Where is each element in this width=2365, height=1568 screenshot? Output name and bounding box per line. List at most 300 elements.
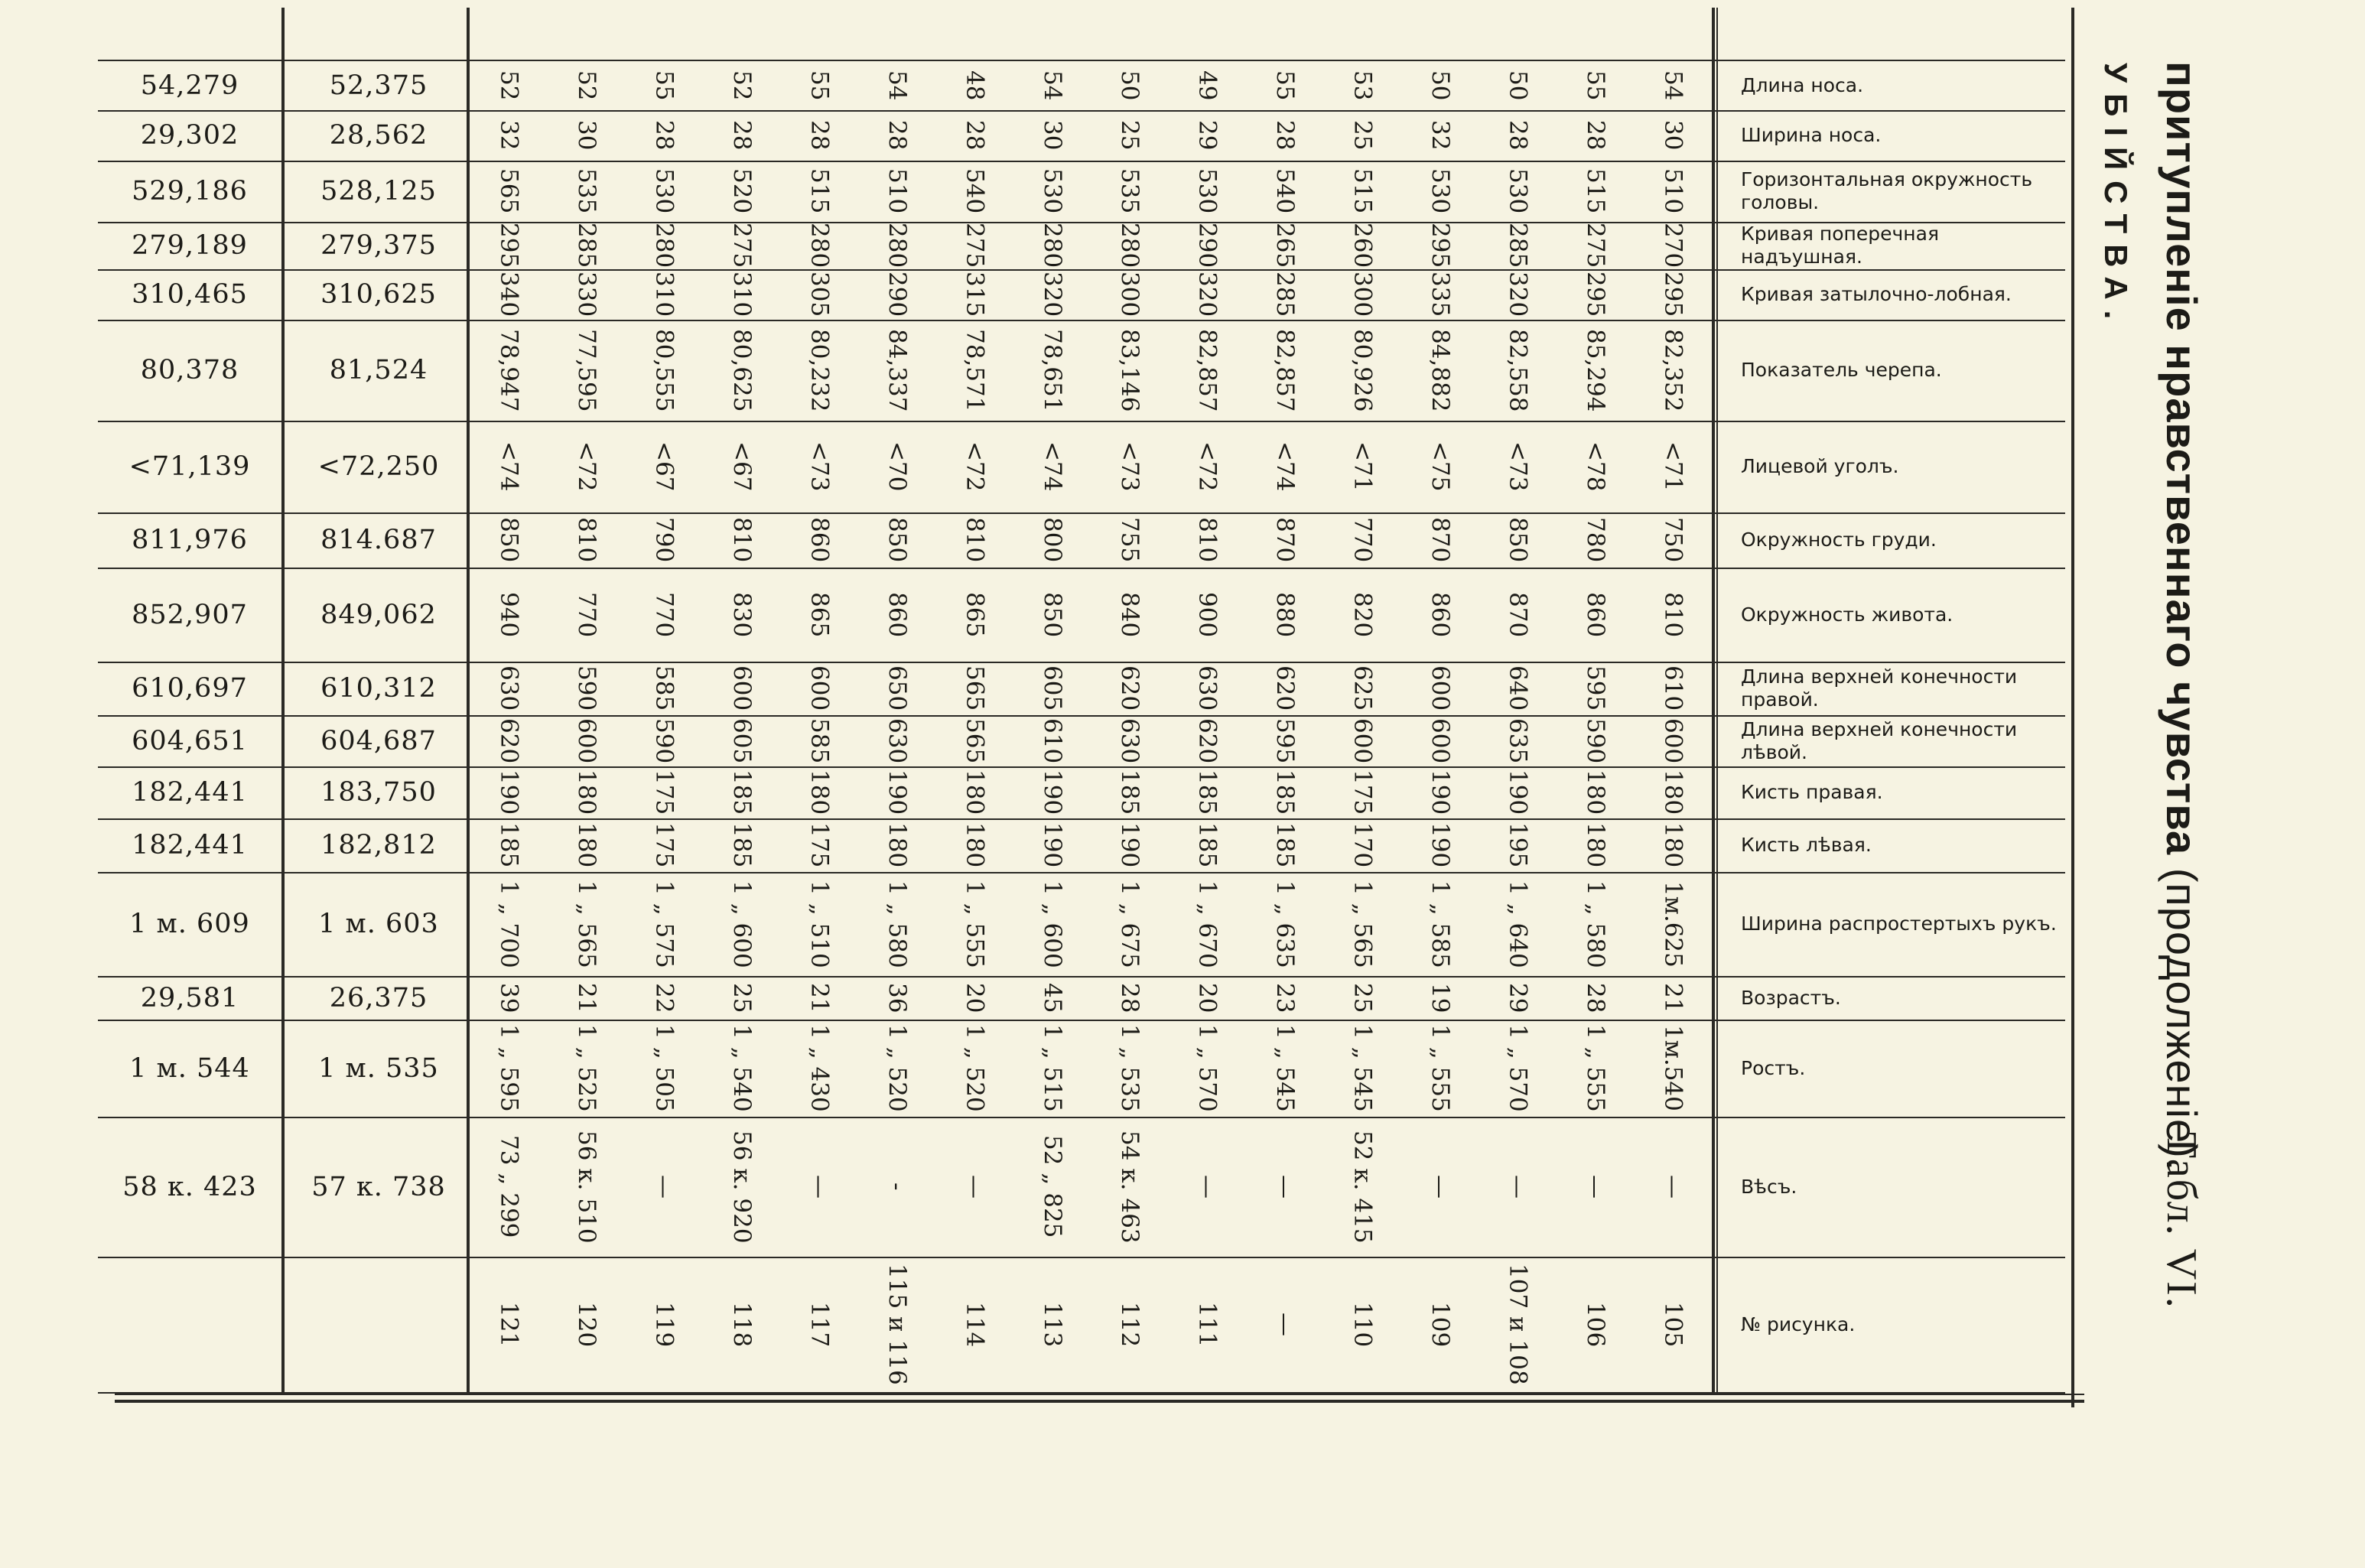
table-cell: 305 [805,272,834,317]
table-cell: 600 [1426,665,1454,711]
table-cell: 53 [1348,70,1377,101]
average-group: 610,312 [320,673,437,704]
table-cell: 23 [1271,982,1300,1013]
row-label-text: Ширина носа. [1741,124,1882,146]
table-cell: 190 [883,769,911,815]
row-label [1721,222,2065,269]
table-cell: 111 [1193,1301,1222,1348]
table-cell: 850 [1038,591,1066,638]
table-cell: 180 [1659,822,1687,868]
table-cell: 595 [1581,665,1609,711]
column-divider [2071,8,2074,1407]
table-cell: — [1193,1175,1222,1199]
table-cell: 860 [1426,591,1454,638]
average-group: 183,750 [320,777,437,808]
table-cell: 280 [1116,223,1144,268]
table-cell: 590 [573,665,601,711]
table-cell: 1 „ 670 [1193,880,1222,968]
table-cell: 1м.625 [1659,880,1687,968]
average-overall: 54,279 [140,70,239,101]
row-label-text: Лицевой уголъ. [1741,455,1899,477]
table-cell: 54 [1659,70,1687,101]
table-cell: 650 [883,665,911,711]
table-cell: 315 [961,272,989,317]
table-cell: 850 [1504,517,1532,563]
table-cell: 175 [805,822,834,868]
table-cell: 285 [573,223,601,268]
average-overall: 1 м. 544 [129,1052,250,1084]
table-cell: 190 [495,769,523,815]
average-group: 1 м. 603 [318,909,439,939]
average-overall: 610,697 [132,673,248,704]
table-cell: 117 [805,1301,834,1348]
table-cell: 285 [1271,272,1300,317]
table-cell: 830 [728,591,756,638]
table-cell: 1 „ 505 [650,1024,678,1112]
table-cell: 52 [495,70,523,101]
average-overall: 182,441 [132,830,248,860]
table-cell: 1 „ 635 [1271,880,1300,968]
average-group: <72,250 [317,451,440,482]
table-cell: 28 [961,120,989,151]
table-cell: 30 [1659,120,1687,151]
table-cell: 510 [883,168,911,214]
table-cell: 119 [650,1301,678,1348]
average-group: 814.687 [320,525,437,555]
table-cell: 750 [1659,517,1687,563]
table-cell: <78 [1581,441,1609,492]
average-overall: 29,581 [140,982,239,1013]
table-cell: 850 [883,517,911,563]
average-overall: 80,378 [140,355,239,385]
average-group: 81,524 [329,355,428,385]
table-cell: 49 [1193,70,1222,101]
average-group: 528,125 [320,176,437,207]
row-label [1721,421,2065,512]
table-cell: 300 [1116,272,1144,317]
row-label [1721,662,2065,715]
table-cell: 109 [1426,1301,1454,1348]
table-cell: 530 [1038,168,1066,214]
table-cell: 190 [1038,769,1066,815]
table-cell: 50 [1116,70,1144,101]
table-cell: 190 [1116,822,1144,868]
table-cell: 605 [728,717,756,764]
table-cell: 1 „ 600 [728,880,756,968]
table-number-label: Табл. VI. [2158,1132,2205,1309]
table-cell: 585 [650,665,678,711]
table-cell: 810 [1659,591,1687,638]
average-overall: 811,976 [132,525,248,555]
table-cell: 22 [650,982,678,1013]
table-cell: 330 [573,272,601,317]
table-cell: 180 [1659,769,1687,815]
table-cell: 190 [1504,769,1532,815]
table-cell: 585 [805,717,834,764]
table-cell: 625 [1348,665,1377,711]
table-cell: 320 [1038,272,1066,317]
table-cell: 28 [1581,120,1609,151]
table-cell: 20 [961,982,989,1013]
table-cell: 185 [728,769,756,815]
table-cell: 21 [1659,982,1687,1013]
column-divider [281,8,285,1392]
table-cell: <72 [961,441,989,492]
table-cell: 770 [573,591,601,638]
table-cell: 810 [1193,517,1222,563]
table-cell: 1 „ 570 [1193,1024,1222,1112]
table-cell: 260 [1348,223,1377,268]
row-label-text: Кривая затылочно-лобная. [1741,283,2012,305]
table-cell: 310 [728,272,756,317]
table-cell: 55 [1581,70,1609,101]
table-cell: 1 „ 515 [1038,1024,1066,1112]
average-group: 1 м. 535 [318,1052,439,1084]
table-cell: 190 [1038,822,1066,868]
table-cell: — [1581,1175,1609,1199]
average-overall: 279,189 [132,230,248,261]
row-label-text: Ширина распростертыхъ рукъ. [1741,912,2057,935]
table-cell: <74 [495,441,523,492]
table-cell: 28 [1581,982,1609,1013]
table-cell: 1м.540 [1659,1025,1687,1111]
table-cell: 30 [1038,120,1066,151]
average-group: 310,625 [320,279,437,310]
table-cell: 54 [1038,70,1066,101]
table-cell: 170 [1348,822,1377,868]
table-cell: 865 [961,591,989,638]
table-cell: 565 [495,168,523,214]
row-label [1721,320,2065,421]
column-divider [467,8,470,1392]
table-cell: 840 [1116,591,1144,638]
average-group [287,1257,470,1392]
table-cell: 280 [1038,223,1066,268]
table-cell: <71 [1659,441,1687,492]
table-cell: <74 [1271,441,1300,492]
table-cell: 810 [573,517,601,563]
table-cell: 1 „ 510 [805,880,834,968]
table-cell: 50 [1504,70,1532,101]
row-label-text: Длина верхней конечности лѣвой. [1741,717,2018,763]
table-cell: <70 [883,441,911,492]
table-cell: <73 [1116,441,1144,492]
table-cell: 28 [1116,982,1144,1013]
table-cell: — [1504,1175,1532,1199]
table-cell: 80,625 [728,328,756,412]
table-cell: 600 [573,717,601,764]
average-overall: 29,302 [140,120,239,151]
table-cell: 880 [1271,591,1300,638]
table-cell: 515 [805,168,834,214]
table-cell: 600 [1426,717,1454,764]
table-cell: 1 „ 570 [1504,1024,1532,1112]
table-cell: 32 [1426,120,1454,151]
table-cell: 82,857 [1193,328,1222,412]
table-cell: 1 „ 600 [1038,880,1066,968]
table-cell: 510 [1659,168,1687,214]
table-cell: 310 [650,272,678,317]
row-label [1721,61,2065,110]
table-cell: 620 [495,717,523,764]
average-overall: 852,907 [132,599,248,630]
table-cell: 295 [1426,223,1454,268]
table-cell: 870 [1271,517,1300,563]
column-divider [1716,8,1718,1392]
row-label-text: Горизонтальная окружность головы. [1741,168,2033,213]
row-label [1721,1257,2065,1392]
table-cell: 530 [1426,168,1454,214]
average-overall [98,1257,281,1392]
table-cell: 1 „ 555 [961,880,989,968]
table-cell: 290 [883,272,911,317]
table-cell: 115 и 116 [883,1264,911,1385]
table-cell: <74 [1038,441,1066,492]
table-cell: 265 [1271,223,1300,268]
title-paren-text: (продолженіе). [2158,867,2206,1172]
table-cell: — [1426,1175,1454,1199]
table-cell: 1 „ 430 [805,1024,834,1112]
table-cell: 1 „ 525 [573,1024,601,1112]
table-cell: 85,294 [1581,328,1609,412]
table-cell: 295 [495,223,523,268]
table-cell: 29 [1193,120,1222,151]
table-cell: 1 „ 580 [883,880,911,968]
table-cell: <75 [1426,441,1454,492]
table-cell: 280 [883,223,911,268]
table-cell: 84,882 [1426,328,1454,412]
table-cell: 73 „ 299 [495,1135,523,1238]
table-cell: 1 „ 580 [1581,880,1609,968]
average-group: 279,375 [320,230,437,261]
row-label-text: Кривая поперечная надъушная. [1741,223,1939,268]
table-cell: 1 „ 545 [1271,1024,1300,1112]
average-group: 28,562 [329,120,428,151]
average-group: 604,687 [320,725,437,756]
table-cell: 54 к. 463 [1116,1130,1144,1244]
table-cell: 185 [1271,769,1300,815]
table-cell: 600 [1348,717,1377,764]
table-cell: — [805,1175,834,1199]
table-cell: 175 [1348,769,1377,815]
table-cell: 21 [573,982,601,1013]
table-cell: 52 [728,70,756,101]
row-label-text: Показатель черепа. [1741,359,1942,381]
table-cell: 78,651 [1038,328,1066,412]
table-cell: 800 [1038,517,1066,563]
table-cell: 530 [1193,168,1222,214]
table-cell: 25 [1116,120,1144,151]
table-cell: 106 [1581,1301,1609,1348]
table-cell: 870 [1504,591,1532,638]
table-cell: 285 [1504,223,1532,268]
table-cell: 25 [1348,120,1377,151]
table-cell: 940 [495,591,523,638]
row-label-text: Длина носа. [1741,74,1864,96]
table-cell: 190 [1426,822,1454,868]
table-cell: 770 [1348,517,1377,563]
table-cell: 275 [728,223,756,268]
table-cell: 180 [961,769,989,815]
row-label-text: Ростъ. [1741,1056,1806,1079]
average-group: 849,062 [320,599,437,630]
row-label-text: Окружность живота. [1741,603,1953,626]
table-cell: 28 [1504,120,1532,151]
table-cell: 78,947 [495,328,523,412]
table-cell: 55 [1271,70,1300,101]
table-bottom-rule [115,1400,2084,1403]
table-cell: 320 [1504,272,1532,317]
table-cell: 600 [728,665,756,711]
average-group: 52,375 [329,70,428,101]
table-cell: 755 [1116,517,1144,563]
table-cell: 52 „ 825 [1038,1135,1066,1238]
row-label-text: Возрастъ. [1741,986,1841,1009]
table-cell: 600 [805,665,834,711]
table-cell: 118 [728,1301,756,1348]
table-cell: 300 [1348,272,1377,317]
table-cell: 605 [1038,665,1066,711]
table-cell: 20 [1193,982,1222,1013]
table-cell: 630 [1116,717,1144,764]
table-cell: 275 [961,223,989,268]
table-cell: - [883,1183,911,1191]
row-label [1721,715,2065,766]
table-cell: 114 [961,1301,989,1348]
table-cell: — [1271,1175,1300,1199]
average-overall: 182,441 [132,777,248,808]
table-cell: <73 [1504,441,1532,492]
column-divider [1712,8,1715,1392]
table-cell: 810 [728,517,756,563]
table-cell: 1 „ 520 [883,1024,911,1112]
table-cell: 56 к. 920 [728,1130,756,1244]
average-overall: 1 м. 609 [129,909,250,939]
table-cell: 28 [1271,120,1300,151]
table-cell: 295 [1659,272,1687,317]
table-cell: 620 [1116,665,1144,711]
page-subtitle: УБІЙСТВА. [2098,63,2134,330]
table-cell: 82,857 [1271,328,1300,412]
table-cell: 535 [573,168,601,214]
table-cell: 535 [1116,168,1144,214]
table-cell: 530 [650,168,678,214]
table-cell: 1 „ 575 [650,880,678,968]
table-cell: 29 [1504,982,1532,1013]
row-label [1721,568,2065,662]
table-cell: 860 [1581,591,1609,638]
table-cell: 185 [1193,822,1222,868]
table-cell: 32 [495,120,523,151]
table-cell: 55 [805,70,834,101]
table-cell: 1 „ 520 [961,1024,989,1112]
table-cell: 540 [961,168,989,214]
table-cell: 810 [961,517,989,563]
table-cell: — [1271,1313,1300,1336]
table-cell: 1 „ 595 [495,1024,523,1112]
table-cell: 860 [805,517,834,563]
table-cell: 860 [883,591,911,638]
table-cell: 590 [650,717,678,764]
table-cell: 630 [1193,665,1222,711]
table-cell: 1 „ 640 [1504,880,1532,968]
table-cell: 180 [573,769,601,815]
table-cell: 25 [728,982,756,1013]
table-cell: 48 [961,70,989,101]
table-cell: 610 [1659,665,1687,711]
row-label-text: Кисть правая. [1741,781,1883,803]
table-cell: 595 [1271,717,1300,764]
table-cell: 340 [495,272,523,317]
average-overall: 58 к. 423 [122,1171,257,1202]
table-cell: 280 [650,223,678,268]
table-cell: 36 [883,982,911,1013]
table-cell: 185 [1116,769,1144,815]
table-cell: 335 [1426,272,1454,317]
page-title [2157,61,2207,1171]
table-cell: 1 „ 585 [1426,880,1454,968]
table-cell: 83,146 [1116,328,1144,412]
row-label [1721,512,2065,568]
table-cell: 82,558 [1504,328,1532,412]
table-cell: 850 [495,517,523,563]
table-cell: 620 [1271,665,1300,711]
table-cell: 113 [1038,1301,1066,1348]
table-cell: 1 „ 545 [1348,1024,1377,1112]
table-cell: 870 [1426,517,1454,563]
table-cell: 105 [1659,1301,1687,1348]
table-cell: 185 [1193,769,1222,815]
table-cell: 28 [650,120,678,151]
title-main-text: притупленіе нравственнаго чувства [2158,61,2206,856]
table-top-rule [98,60,2065,61]
table-cell: 80,555 [650,328,678,412]
table-cell: 77,595 [573,328,601,412]
table-cell: 110 [1348,1301,1377,1348]
table-cell: 180 [805,769,834,815]
table-cell: 1 „ 555 [1581,1024,1609,1112]
table-cell: 180 [1581,769,1609,815]
table-cell: 630 [495,665,523,711]
row-label [1721,976,2065,1020]
table-cell: 30 [573,120,601,151]
table-cell: 620 [1193,717,1222,764]
table-cell: 565 [961,717,989,764]
table-cell: 270 [1659,223,1687,268]
table-cell: 320 [1193,272,1222,317]
table-cell: 107 и 108 [1504,1264,1532,1385]
table-cell: 21 [805,982,834,1013]
table-cell: 28 [728,120,756,151]
table-cell: 780 [1581,517,1609,563]
table-cell: 275 [1581,223,1609,268]
table-cell: 112 [1116,1301,1144,1348]
table-cell: — [961,1175,989,1199]
table-cell: 180 [1581,822,1609,868]
average-overall: <71,139 [128,451,251,482]
table-cell: 185 [1271,822,1300,868]
table-cell: 635 [1504,717,1532,764]
table-cell: 540 [1271,168,1300,214]
table-cell: 1 „ 555 [1426,1024,1454,1112]
average-group: 182,812 [320,830,437,860]
table-cell: <71 [1348,441,1377,492]
average-overall: 529,186 [132,176,248,207]
table-cell: 50 [1426,70,1454,101]
table-cell: — [1659,1175,1687,1199]
average-overall: 310,465 [132,279,248,310]
row-label [1721,818,2065,872]
